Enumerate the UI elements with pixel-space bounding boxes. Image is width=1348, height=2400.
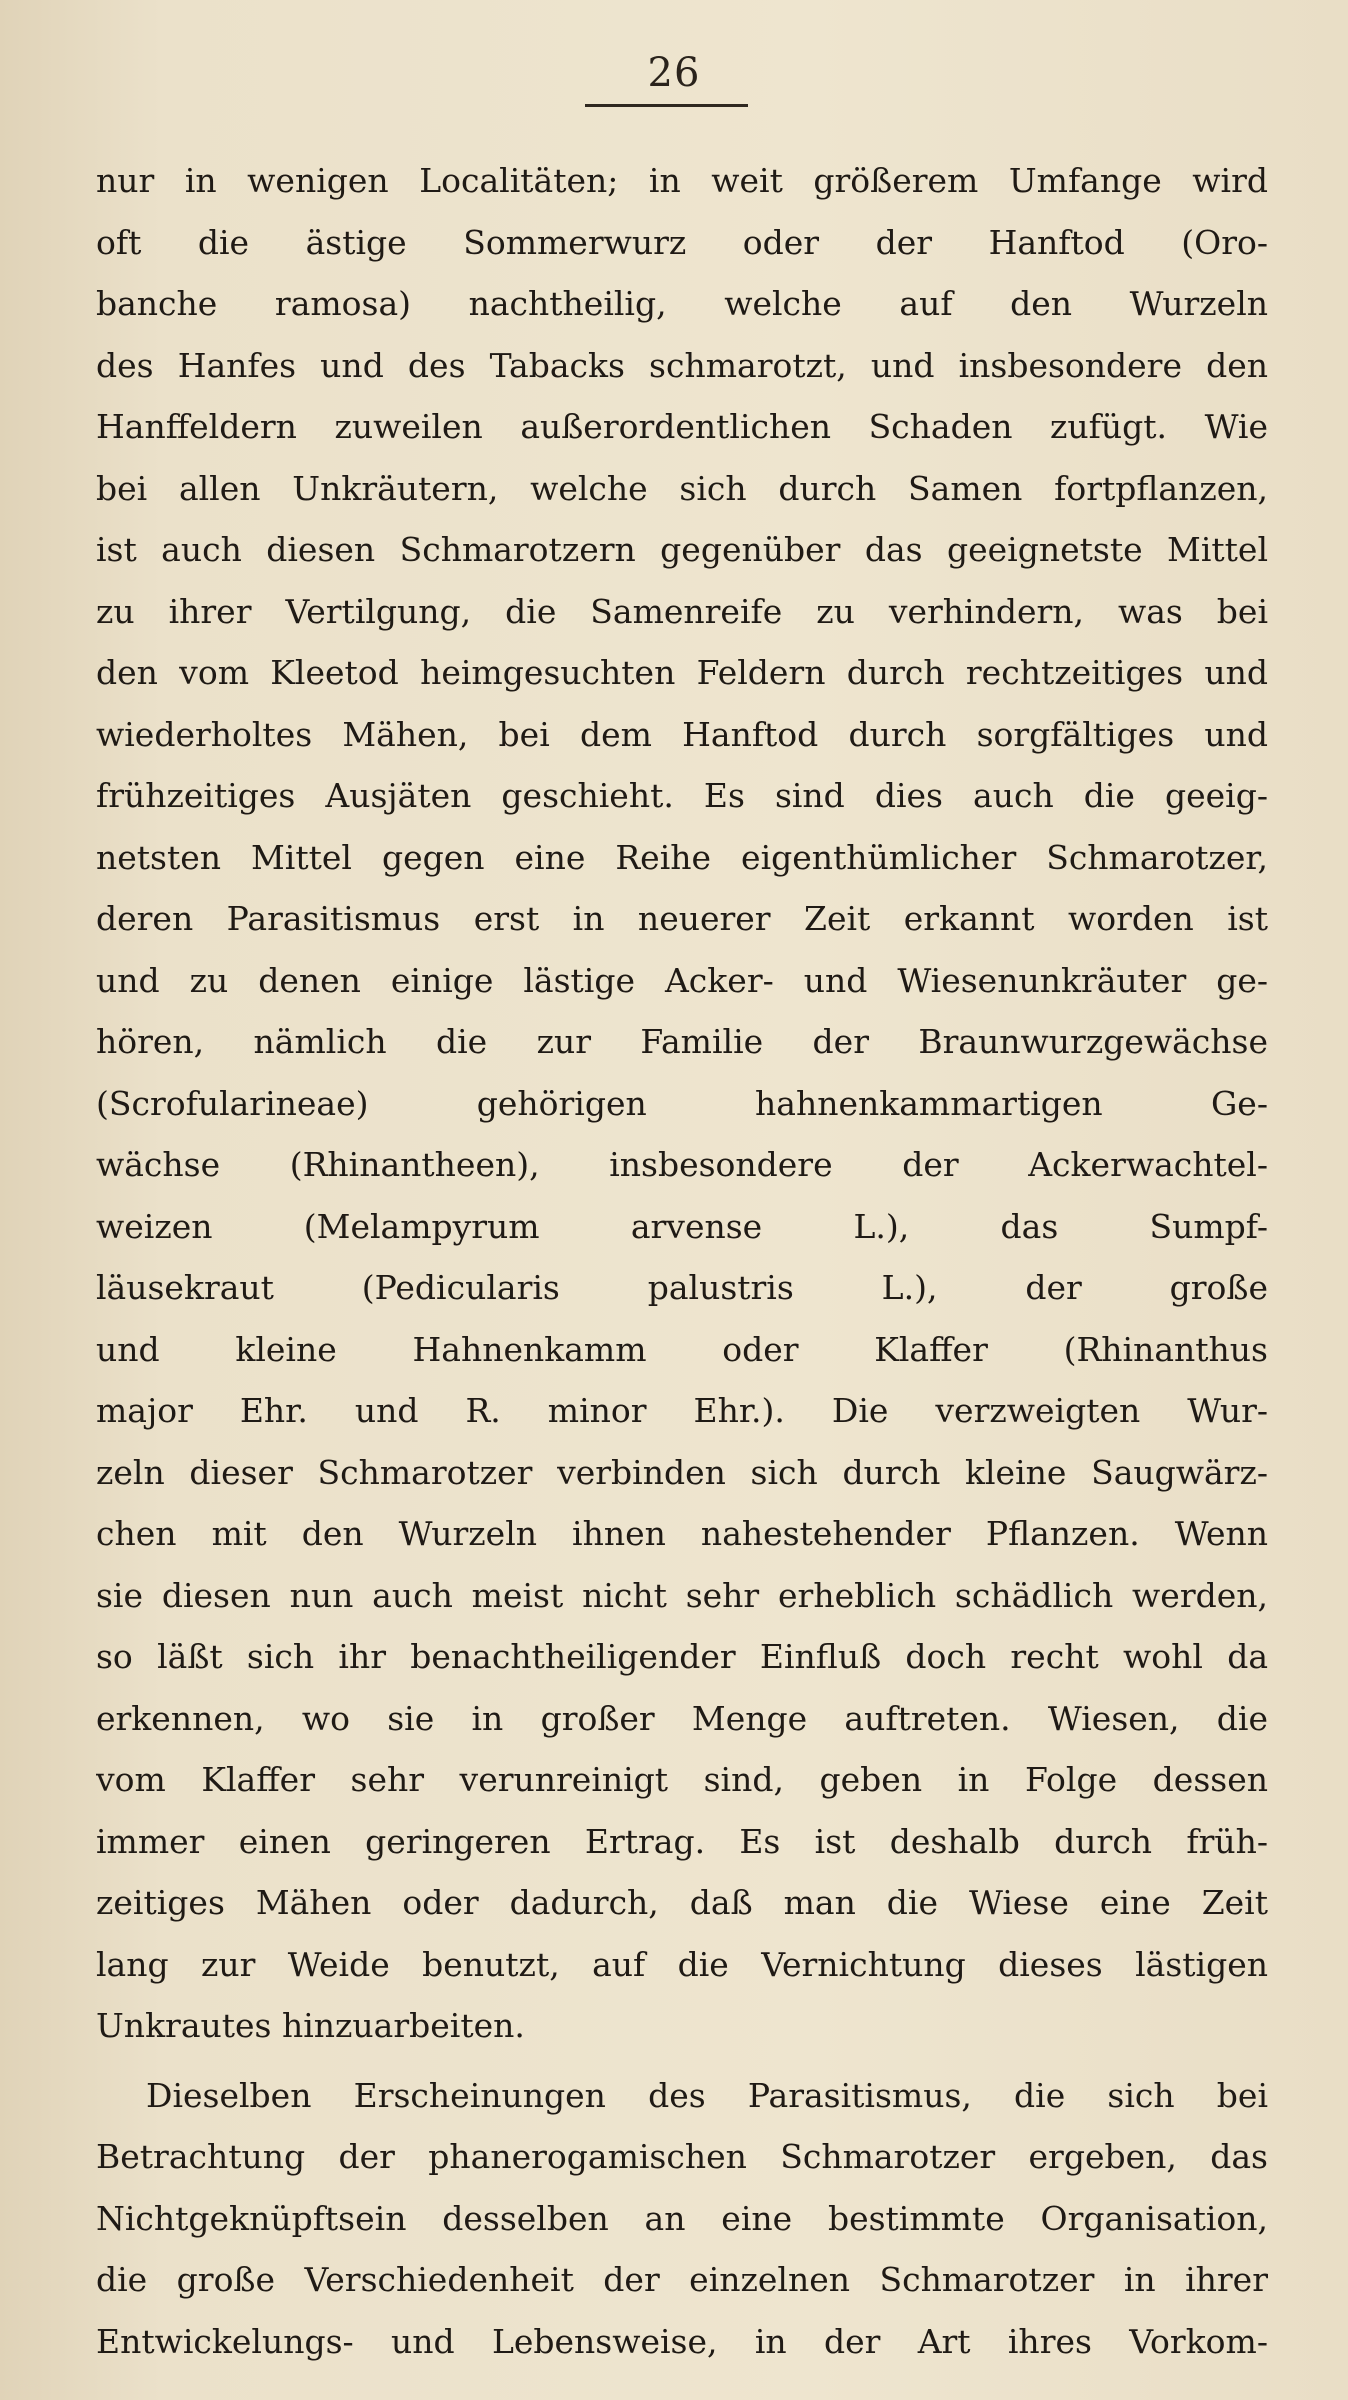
text-line: Betrachtung der phanerogamischen Schmarotzer ergeben, das — [96, 2137, 1268, 2176]
paragraph-1 — [96, 150, 1268, 2057]
text-line: vom Klaffer sehr verunreinigt sind, geben in Folge dessen — [96, 1760, 1268, 1799]
text-line: Nichtgeknüpftsein desselben an eine bestimmte Organisation, — [96, 2198, 1268, 2238]
text-line: Dieselben Erscheinungen des Parasitismus, die sich bei — [146, 2075, 1268, 2115]
text-line: des Hanfes und des Tabacks schmarotzt, und insbesondere den — [96, 345, 1268, 385]
text-line: banche ramosa) nachtheilig, welche auf den Wurzeln — [96, 284, 1268, 323]
text-line: zeln dieser Schmarotzer verbinden sich durch kleine Saugwärz- — [96, 1452, 1268, 1492]
text-line: läusekraut (Pedicularis palustris L.), der große — [96, 1268, 1268, 1307]
text-line: erkennen, wo sie in großer Menge auftreten. Wiesen, die — [96, 1698, 1268, 1738]
text-line: wächse (Rhinantheen), insbesondere der Ackerwachtel- — [96, 1145, 1268, 1184]
text-line: zeitiges Mähen oder dadurch, daß man die Wiese eine Zeit — [96, 1883, 1268, 1922]
paragraph-gap — [96, 2057, 1268, 2065]
text-line: die große Verschiedenheit der einzelnen Schmarotzer in ihrer — [96, 2260, 1268, 2299]
text-line: ist auch diesen Schmarotzern gegenüber das geeignetste Mittel — [96, 530, 1268, 569]
text-line: zu ihrer Vertilgung, die Samenreife zu verhindern, was bei — [96, 591, 1268, 631]
text-line: sie diesen nun auch meist nicht sehr erheblich schädlich werden, — [96, 1575, 1268, 1615]
text-line: so läßt sich ihr benachtheiligender Einfluß doch recht wohl da — [96, 1637, 1268, 1676]
text-line: netsten Mittel gegen eine Reihe eigenthümlicher Schmarotzer, — [96, 837, 1268, 877]
page-number: 26 — [647, 50, 701, 96]
text-line: und kleine Hahnenkamm oder Klaffer (Rhinanthus — [96, 1329, 1268, 1369]
body-text — [96, 150, 1268, 2372]
text-line: Hanffeldern zuweilen außerordentlichen Schaden zufügt. Wie — [96, 407, 1268, 446]
text-line: major Ehr. und R. minor Ehr.). Die verzweigten Wur- — [96, 1391, 1268, 1430]
page-header — [0, 50, 1348, 96]
text-line: nur in wenigen Localitäten; in weit größerem Umfange wird — [96, 161, 1268, 200]
text-line: hören, nämlich die zur Familie der Braunwurzgewächse — [96, 1022, 1268, 1061]
paragraph-2 — [96, 2065, 1268, 2373]
text-line: wiederholtes Mähen, bei dem Hanftod durch sorgfältiges und — [96, 714, 1268, 754]
text-line: bei allen Unkräutern, welche sich durch Samen fortpflanzen, — [96, 468, 1268, 508]
text-line: (Scrofularineae) gehörigen hahnenkammartigen Ge- — [96, 1083, 1268, 1123]
text-line: lang zur Weide benutzt, auf die Vernichtung dieses lästigen — [96, 1944, 1268, 1984]
text-line: und zu denen einige lästige Acker- und Wiesenunkräuter ge- — [96, 960, 1268, 1000]
text-line: den vom Kleetod heimgesuchten Feldern durch rechtzeitiges und — [96, 653, 1268, 692]
text-line: oft die ästige Sommerwurz oder der Hanftod (Oro- — [96, 222, 1268, 262]
text-line: weizen (Melampyrum arvense L.), das Sumpf- — [96, 1206, 1268, 1246]
text-line: Unkrautes hinzuarbeiten. — [96, 2006, 525, 2045]
text-line: chen mit den Wurzeln ihnen nahestehender Pflanzen. Wenn — [96, 1514, 1268, 1553]
text-line: immer einen geringeren Ertrag. Es ist deshalb durch früh- — [96, 1821, 1268, 1861]
header-rule — [585, 104, 748, 107]
text-line: deren Parasitismus erst in neuerer Zeit erkannt worden ist — [96, 899, 1268, 938]
text-line: frühzeitiges Ausjäten geschieht. Es sind dies auch die geeig- — [96, 776, 1268, 815]
text-line: Entwickelungs- und Lebensweise, in der Art ihres Vorkom- — [96, 2321, 1268, 2361]
